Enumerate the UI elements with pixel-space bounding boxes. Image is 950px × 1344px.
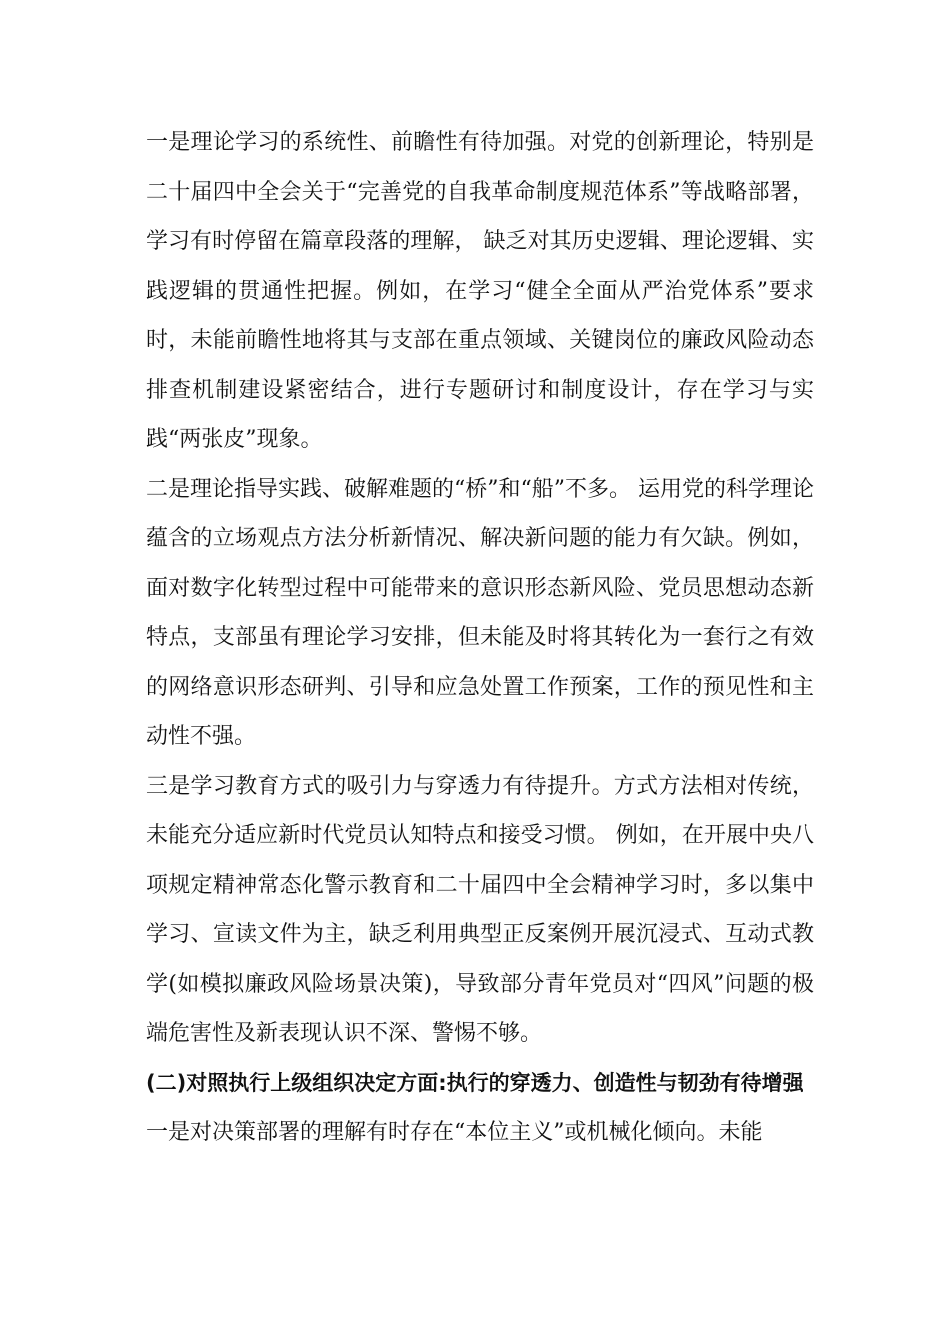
document-body xyxy=(146,118,814,1158)
paragraph-1: 一是理论学习的系统性、前瞻性有待加强。对党的创新理论，特别是二十届四中全会关于“完善党的自我革命制度规范体系”等战略部署，学习有时停留在篇章段落的理解， 缺乏对其历史逻辑、理论逻辑、实践逻辑的贯通性把握。例如，在学习“健全全面从严治党体系”要求时，未能前瞻性地将其与支部在重点领域、关键岗位的廉政风险动态排查机制建设紧密结合，进行专题研讨和制度设计，存在学习与实践“两张皮”现象。 xyxy=(146,130,814,452)
section-heading: (二)对照执行上级组织决定方面:执行的穿透力、创造性与韧劲有待增强 xyxy=(146,1070,804,1095)
paragraph-2: 二是理论指导实践、破解难题的“桥”和“船”不多。 运用党的科学理论蕴含的立场观点方法分析新情况、解决新问题的能力有欠缺。例如，面对数字化转型过程中可能带来的意识形态新风险、党员思想动态新特点，支部虽有理论学习安排，但未能及时将其转化为一套行之有效的网络意识形态研判、引导和应急处置工作预案，工作的预见性和主动性不强。 xyxy=(146,476,814,749)
paragraph-3: 三是学习教育方式的吸引力与穿透力有待提升。方式方法相对传统，未能充分适应新时代党员认知特点和接受习惯。 例如，在开展中央八项规定精神常态化警示教育和二十届四中全会精神学习时，多以集中学习、宣读文件为主，缺乏利用典型正反案例开展沉浸式、互动式教学(如模拟廉政风险场景决策)，导致部分青年党员对“四风”问题的极端危害性及新表现认识不深、警惕不够。 xyxy=(146,773,814,1046)
paragraph-4: 一是对决策部署的理解有时存在“本位主义”或机械化倾向。未能 xyxy=(146,1120,763,1145)
